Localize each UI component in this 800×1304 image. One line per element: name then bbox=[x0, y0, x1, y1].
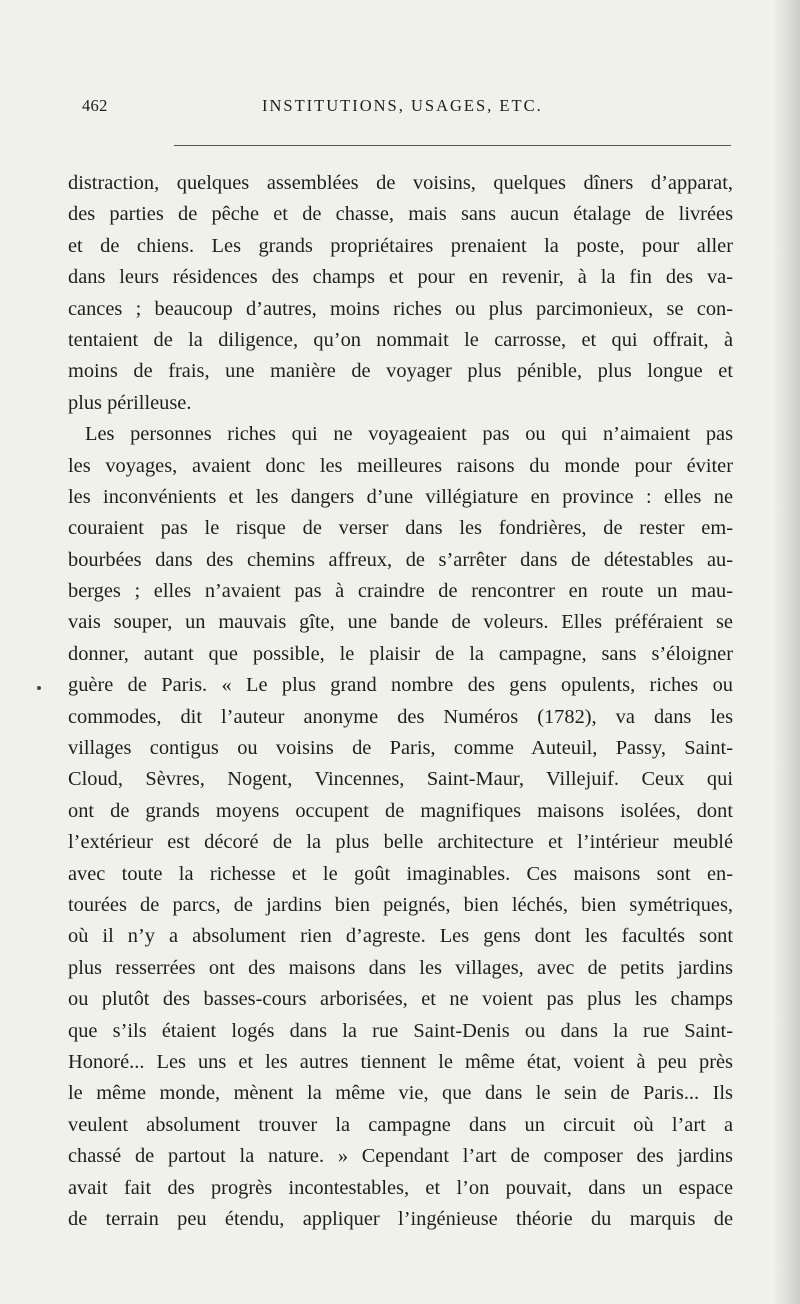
text-line: vais souper, un mauvais gîte, une bande de voleurs. Elles préféraient se bbox=[68, 611, 733, 634]
text-line: moins de frais, une manière de voyager plus pénible, plus longue et bbox=[68, 360, 733, 383]
text-line: avait fait des progrès incontestables, et l’on pouvait, dans un espace bbox=[68, 1176, 733, 1199]
text-line: bourbées dans des chemins affreux, de s’arrêter dans de détestables au- bbox=[68, 548, 733, 571]
text-line: Les personnes riches qui ne voyageaient pas ou qui n’aimaient pas bbox=[85, 423, 733, 446]
text-line: tentaient de la diligence, qu’on nommait le carrosse, et qui offrait, à bbox=[68, 328, 733, 351]
text-line: distraction, quelques assemblées de voisins, quelques dîners d’apparat, bbox=[68, 172, 733, 194]
text-line: commodes, dit l’auteur anonyme des Numéros (1782), va dans les bbox=[68, 705, 733, 728]
text-line: Cloud, Sèvres, Nogent, Vincennes, Saint-Maur, Villejuif. Ceux qui bbox=[68, 768, 733, 791]
text-line: ont de grands moyens occupent de magnifiques maisons isolées, dont bbox=[68, 799, 733, 822]
text-line: guère de Paris. « Le plus grand nombre des gens opulents, riches ou bbox=[68, 674, 733, 697]
text-line: l’extérieur est décoré de la plus belle architecture et l’intérieur meublé bbox=[68, 831, 733, 854]
text-line: tourées de parcs, de jardins bien peignés, bien léchés, bien symétriques, bbox=[68, 893, 733, 916]
margin-dot bbox=[37, 686, 41, 690]
text-line: de terrain peu étendu, appliquer l’ingénieuse théorie du marquis de bbox=[68, 1207, 733, 1230]
page-edge-shadow bbox=[772, 0, 800, 1304]
text-line: ou plutôt des basses-cours arborisées, et ne voient pas plus les champs bbox=[68, 988, 733, 1011]
text-line: le même monde, mènent la même vie, que dans le sein de Paris... Ils bbox=[68, 1082, 733, 1105]
text-line: berges ; elles n’avaient pas à craindre de rencontrer en route un mau- bbox=[68, 580, 733, 603]
text-line: dans leurs résidences des champs et pour en revenir, à la fin des va- bbox=[68, 266, 733, 289]
text-line: couraient pas le risque de verser dans les fondrières, de rester em- bbox=[68, 517, 733, 540]
text-line: des parties de pêche et de chasse, mais sans aucun étalage de livrées bbox=[68, 203, 733, 226]
text-line: plus resserrées ont des maisons dans les villages, avec de petits jardins bbox=[68, 956, 733, 979]
text-line: chassé de partout la nature. » Cependant l’art de composer des jardins bbox=[68, 1145, 733, 1168]
body-text bbox=[68, 168, 733, 1235]
text-line: les voyages, avaient donc les meilleures raisons du monde pour éviter bbox=[68, 454, 733, 477]
text-line: Honoré... Les uns et les autres tiennent le même état, voient à peu près bbox=[68, 1050, 733, 1073]
running-title: INSTITUTIONS, USAGES, ETC. bbox=[262, 96, 543, 115]
text-line: les inconvénients et les dangers d’une villégiature en province : elles ne bbox=[68, 485, 733, 508]
header-rule bbox=[174, 145, 731, 146]
text-line: veulent absolument trouver la campagne dans un circuit où l’art a bbox=[68, 1113, 733, 1136]
text-line: où il n’y a absolument rien d’agreste. Les gens dont les facultés sont bbox=[68, 925, 733, 948]
running-header bbox=[82, 96, 732, 120]
text-line: et de chiens. Les grands propriétaires prenaient la poste, pour aller bbox=[68, 234, 733, 257]
text-line: donner, autant que possible, le plaisir de la campagne, sans s’éloigner bbox=[68, 642, 733, 665]
text-line: que s’ils étaient logés dans la rue Saint-Denis ou dans la rue Saint- bbox=[68, 1019, 733, 1042]
page-number: 462 bbox=[82, 96, 108, 115]
text-line: avec toute la richesse et le goût imaginables. Ces maisons sont en- bbox=[68, 862, 733, 885]
text-line: cances ; beaucoup d’autres, moins riches ou plus parcimonieux, se con- bbox=[68, 297, 733, 320]
text-line: villages contigus ou voisins de Paris, comme Auteuil, Passy, Saint- bbox=[68, 737, 733, 760]
text-line: plus périlleuse. bbox=[68, 391, 192, 414]
